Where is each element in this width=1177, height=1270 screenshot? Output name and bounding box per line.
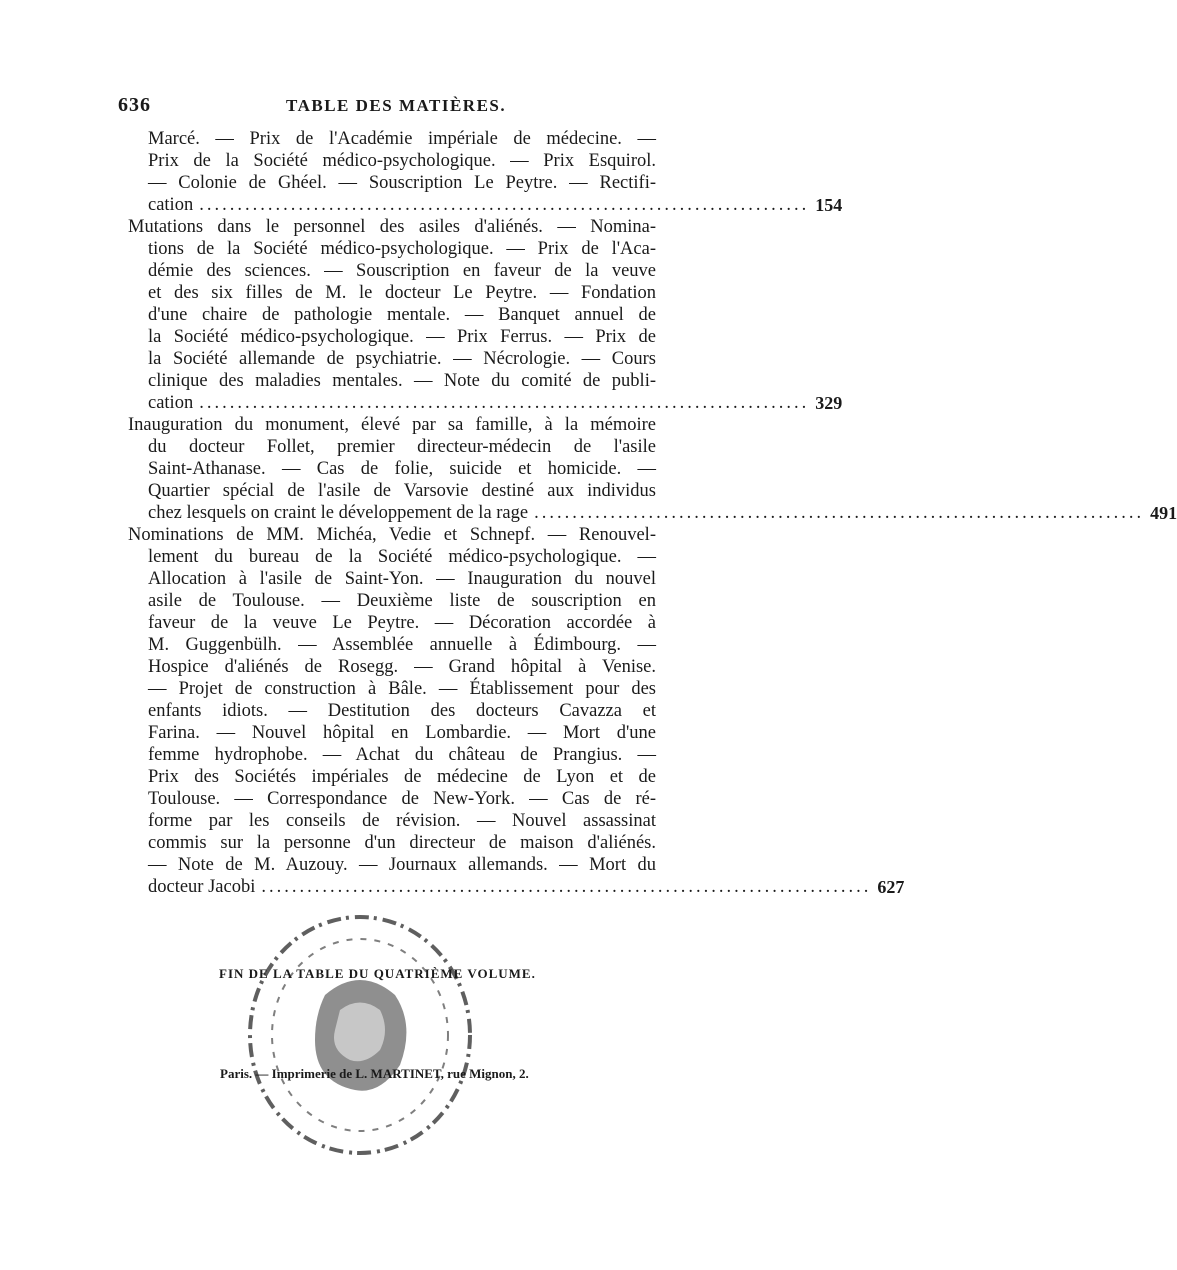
toc-entry-line: Hospice d'aliénés de Rosegg. — Grand hôpital à Venise. bbox=[148, 657, 656, 677]
toc-entry-line: — Note de M. Auzouy. — Journaux allemands. — Mort du bbox=[148, 855, 656, 875]
toc-entry-line: d'une chaire de pathologie mentale. — Banquet annuel de bbox=[148, 305, 656, 325]
toc-entry-line: tions de la Société médico-psychologique. — Prix de l'Aca- bbox=[148, 239, 656, 259]
printer-imprint: Paris. — Imprimerie de L. MARTINET, rue Mignon, 2. bbox=[220, 1066, 529, 1081]
end-of-volume-note: FIN DE LA TABLE DU QUATRIÈME VOLUME. bbox=[219, 966, 536, 981]
toc-entry-final-text: chez lesquels on craint le développement de la rage bbox=[148, 503, 529, 523]
toc-entry-final-text: cation bbox=[148, 393, 194, 413]
toc-entry-line: commis sur la personne d'un directeur de maison d'aliénés. bbox=[148, 833, 656, 853]
dot-leader: ................................................................................ bbox=[199, 195, 810, 215]
toc-entry-line: Marcé. — Prix de l'Académie impériale de médecine. — bbox=[148, 129, 656, 149]
toc-entry-line: Quartier spécial de l'asile de Varsovie destiné aux individus bbox=[148, 481, 656, 501]
toc-entry-line: la Société médico-psychologique. — Prix Ferrus. — Prix de bbox=[148, 327, 656, 347]
toc-entry-line: Allocation à l'asile de Saint-Yon. — Inauguration du nouvel bbox=[148, 569, 656, 589]
toc-entry-line: lement du bureau de la Société médico-psychologique. — bbox=[148, 547, 656, 567]
table-of-contents bbox=[128, 128, 1177, 898]
dot-leader: ................................................................................ bbox=[261, 877, 872, 897]
dot-leader: ................................................................................ bbox=[534, 503, 1145, 523]
toc-entry-line: femme hydrophobe. — Achat du château de Prangius. — bbox=[148, 745, 656, 765]
toc-entry-final-text: docteur Jacobi bbox=[148, 877, 256, 897]
toc-entry-final-text: cation bbox=[148, 195, 194, 215]
library-stamp bbox=[230, 900, 490, 1160]
toc-entry-line: Toulouse. — Correspondance de New-York. — Cas de ré- bbox=[148, 789, 656, 809]
toc-entry bbox=[128, 128, 843, 216]
toc-page-number: 329 bbox=[815, 393, 843, 413]
toc-page-number: 627 bbox=[877, 877, 905, 897]
toc-page-number: 491 bbox=[1150, 503, 1177, 523]
toc-entry-line: asile de Toulouse. — Deuxième liste de souscription en bbox=[148, 591, 656, 611]
toc-entry-final-line bbox=[128, 194, 843, 216]
toc-entry-final-line bbox=[128, 392, 843, 414]
toc-entry-line: Nominations de MM. Michéa, Vedie et Schnepf. — Renouvel- bbox=[128, 525, 656, 545]
toc-entry bbox=[128, 414, 1177, 524]
toc-entry-line: Prix de la Société médico-psychologique. — Prix Esquirol. bbox=[148, 151, 656, 171]
toc-entry-line: Inauguration du monument, élevé par sa famille, à la mémoire bbox=[128, 415, 656, 435]
toc-entry-final-line bbox=[128, 502, 1177, 524]
page-header bbox=[118, 94, 666, 124]
dot-leader: ................................................................................ bbox=[199, 393, 810, 413]
page-number: 636 bbox=[118, 94, 151, 116]
toc-entry-line: — Projet de construction à Bâle. — Établissement pour des bbox=[148, 679, 656, 699]
toc-entry bbox=[128, 524, 905, 898]
toc-entry bbox=[128, 216, 843, 414]
toc-entry-line: démie des sciences. — Souscription en faveur de la veuve bbox=[148, 261, 656, 281]
toc-entry-line: du docteur Follet, premier directeur-médecin de l'asile bbox=[148, 437, 656, 457]
toc-entry-line: faveur de la veuve Le Peytre. — Décoration accordée à bbox=[148, 613, 656, 633]
toc-entry-line: Farina. — Nouvel hôpital en Lombardie. — Mort d'une bbox=[148, 723, 656, 743]
toc-entry-line: clinique des maladies mentales. — Note du comité de publi- bbox=[148, 371, 656, 391]
toc-entry-line: enfants idiots. — Destitution des docteurs Cavazza et bbox=[148, 701, 656, 721]
toc-entry-line: Mutations dans le personnel des asiles d'aliénés. — Nomina- bbox=[128, 217, 656, 237]
toc-entry-line: Prix des Sociétés impériales de médecine de Lyon et de bbox=[148, 767, 656, 787]
toc-entry-line: la Société allemande de psychiatrie. — Nécrologie. — Cours bbox=[148, 349, 656, 369]
toc-entry-line: Saint-Athanase. — Cas de folie, suicide et homicide. — bbox=[148, 459, 656, 479]
running-head: TABLE DES MATIÈRES. bbox=[286, 96, 507, 115]
toc-page-number: 154 bbox=[815, 195, 843, 215]
toc-entry-line: forme par les conseils de révision. — Nouvel assassinat bbox=[148, 811, 656, 831]
toc-entry-final-line bbox=[128, 876, 905, 898]
toc-entry-line: M. Guggenbülh. — Assemblée annuelle à Édimbourg. — bbox=[148, 635, 656, 655]
toc-entry-line: et des six filles de M. le docteur Le Peytre. — Fondation bbox=[148, 283, 656, 303]
toc-entry-line: — Colonie de Ghéel. — Souscription Le Peytre. — Rectifi- bbox=[148, 173, 656, 193]
